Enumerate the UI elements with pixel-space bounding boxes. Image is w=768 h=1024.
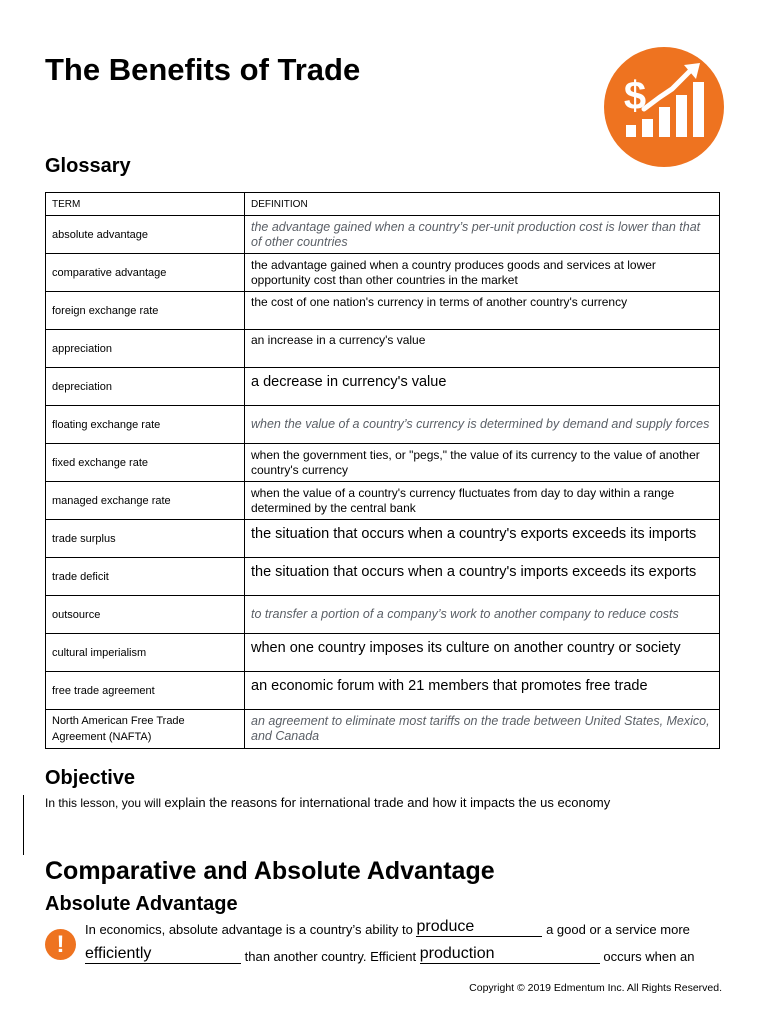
glossary-term: cultural imperialism — [46, 634, 245, 672]
glossary-row — [46, 292, 720, 330]
glossary-term: trade deficit — [46, 558, 245, 596]
glossary-row — [46, 634, 720, 672]
glossary-definition[interactable]: the advantage gained when a country produces goods and services at lower opportunity cost than other countries in the market — [245, 254, 720, 292]
glossary-row — [46, 520, 720, 558]
term-column-header: TERM — [46, 193, 245, 216]
blank-field-2-value: efficiently — [85, 945, 152, 962]
line2-after-text: occurs when an — [603, 949, 695, 964]
glossary-row — [46, 710, 720, 749]
glossary-term: North American Free Trade Agreement (NAFTA) — [46, 710, 245, 749]
glossary-definition[interactable]: an agreement to eliminate most tariffs on the trade between United States, Mexico, and Canada — [245, 710, 720, 749]
line2-middle-text: than another country. Efficient — [244, 949, 417, 964]
blank-field-3[interactable] — [420, 947, 600, 964]
glossary-row — [46, 406, 720, 444]
page-title: The Benefits of Trade — [45, 52, 361, 87]
line1-text: In economics, absolute advantage is a country’s ability to — [85, 922, 413, 937]
definition-column-header: DEFINITION — [245, 193, 720, 216]
glossary-definition[interactable]: an economic forum with 21 members that promotes free trade — [245, 672, 720, 710]
glossary-term: free trade agreement — [46, 672, 245, 710]
glossary-definition[interactable]: the situation that occurs when a country's exports exceeds its imports — [245, 520, 720, 558]
blank-field-2[interactable] — [85, 947, 241, 964]
blank-field-3-value: production — [419, 945, 495, 962]
copyright-text: Copyright © 2019 Edmentum Inc. All Rights Reserved. — [469, 982, 722, 994]
objective-lead: In this lesson, you will — [45, 796, 165, 810]
glossary-term: foreign exchange rate — [46, 292, 245, 330]
line1-after-text: a good or a service more — [546, 922, 690, 937]
section-heading: Comparative and Absolute Advantage — [45, 857, 495, 885]
glossary-table — [45, 192, 720, 749]
objective-answer[interactable]: explain the reasons for international trade and how it impacts the us economy — [164, 795, 611, 810]
blank-field-1[interactable] — [416, 920, 542, 937]
glossary-definition[interactable]: to transfer a portion of a company’s work to another company to reduce costs — [245, 596, 720, 634]
objective-heading: Objective — [45, 767, 136, 789]
glossary-definition[interactable]: when the value of a country's currency fluctuates from day to day within a range determined by the central bank — [245, 482, 720, 520]
glossary-definition[interactable]: when the value of a country’s currency is determined by demand and supply forces — [245, 406, 720, 444]
objective-text — [45, 795, 745, 810]
glossary-term: fixed exchange rate — [46, 444, 245, 482]
glossary-definition[interactable]: when the government ties, or "pegs," the value of its currency to the value of another country's currency — [245, 444, 720, 482]
glossary-row — [46, 482, 720, 520]
paragraph-line-1 — [85, 920, 690, 937]
subsection-heading: Absolute Advantage — [45, 893, 238, 915]
glossary-definition[interactable]: the advantage gained when a country’s per-unit production cost is lower than that of other countries — [245, 216, 720, 254]
glossary-row — [46, 254, 720, 292]
glossary-row — [46, 216, 720, 254]
glossary-term: floating exchange rate — [46, 406, 245, 444]
glossary-definition[interactable]: an increase in a currency's value — [245, 330, 720, 368]
glossary-row — [46, 444, 720, 482]
glossary-term: outsource — [46, 596, 245, 634]
glossary-term: trade surplus — [46, 520, 245, 558]
exclamation-icon: ! — [45, 929, 76, 960]
glossary-row — [46, 368, 720, 406]
blank-field-1-value: produce — [416, 918, 475, 935]
svg-text:$: $ — [623, 74, 647, 118]
glossary-row — [46, 558, 720, 596]
glossary-row — [46, 596, 720, 634]
glossary-header-row — [46, 193, 720, 216]
glossary-term: comparative advantage — [46, 254, 245, 292]
glossary-term: managed exchange rate — [46, 482, 245, 520]
glossary-definition[interactable]: the cost of one nation's currency in terms of another country's currency — [245, 292, 720, 330]
glossary-term: appreciation — [46, 330, 245, 368]
paragraph-line-2 — [85, 947, 694, 964]
dollar-growth-chart-icon — [604, 47, 724, 167]
glossary-term: depreciation — [46, 368, 245, 406]
glossary-definition[interactable]: when one country imposes its culture on another country or society — [245, 634, 720, 672]
glossary-row — [46, 330, 720, 368]
glossary-definition[interactable]: the situation that occurs when a country's imports exceeds its exports — [245, 558, 720, 596]
glossary-definition[interactable]: a decrease in currency's value — [245, 368, 720, 406]
margin-bar — [23, 795, 24, 855]
glossary-row — [46, 672, 720, 710]
glossary-term: absolute advantage — [46, 216, 245, 254]
glossary-heading: Glossary — [45, 155, 131, 177]
